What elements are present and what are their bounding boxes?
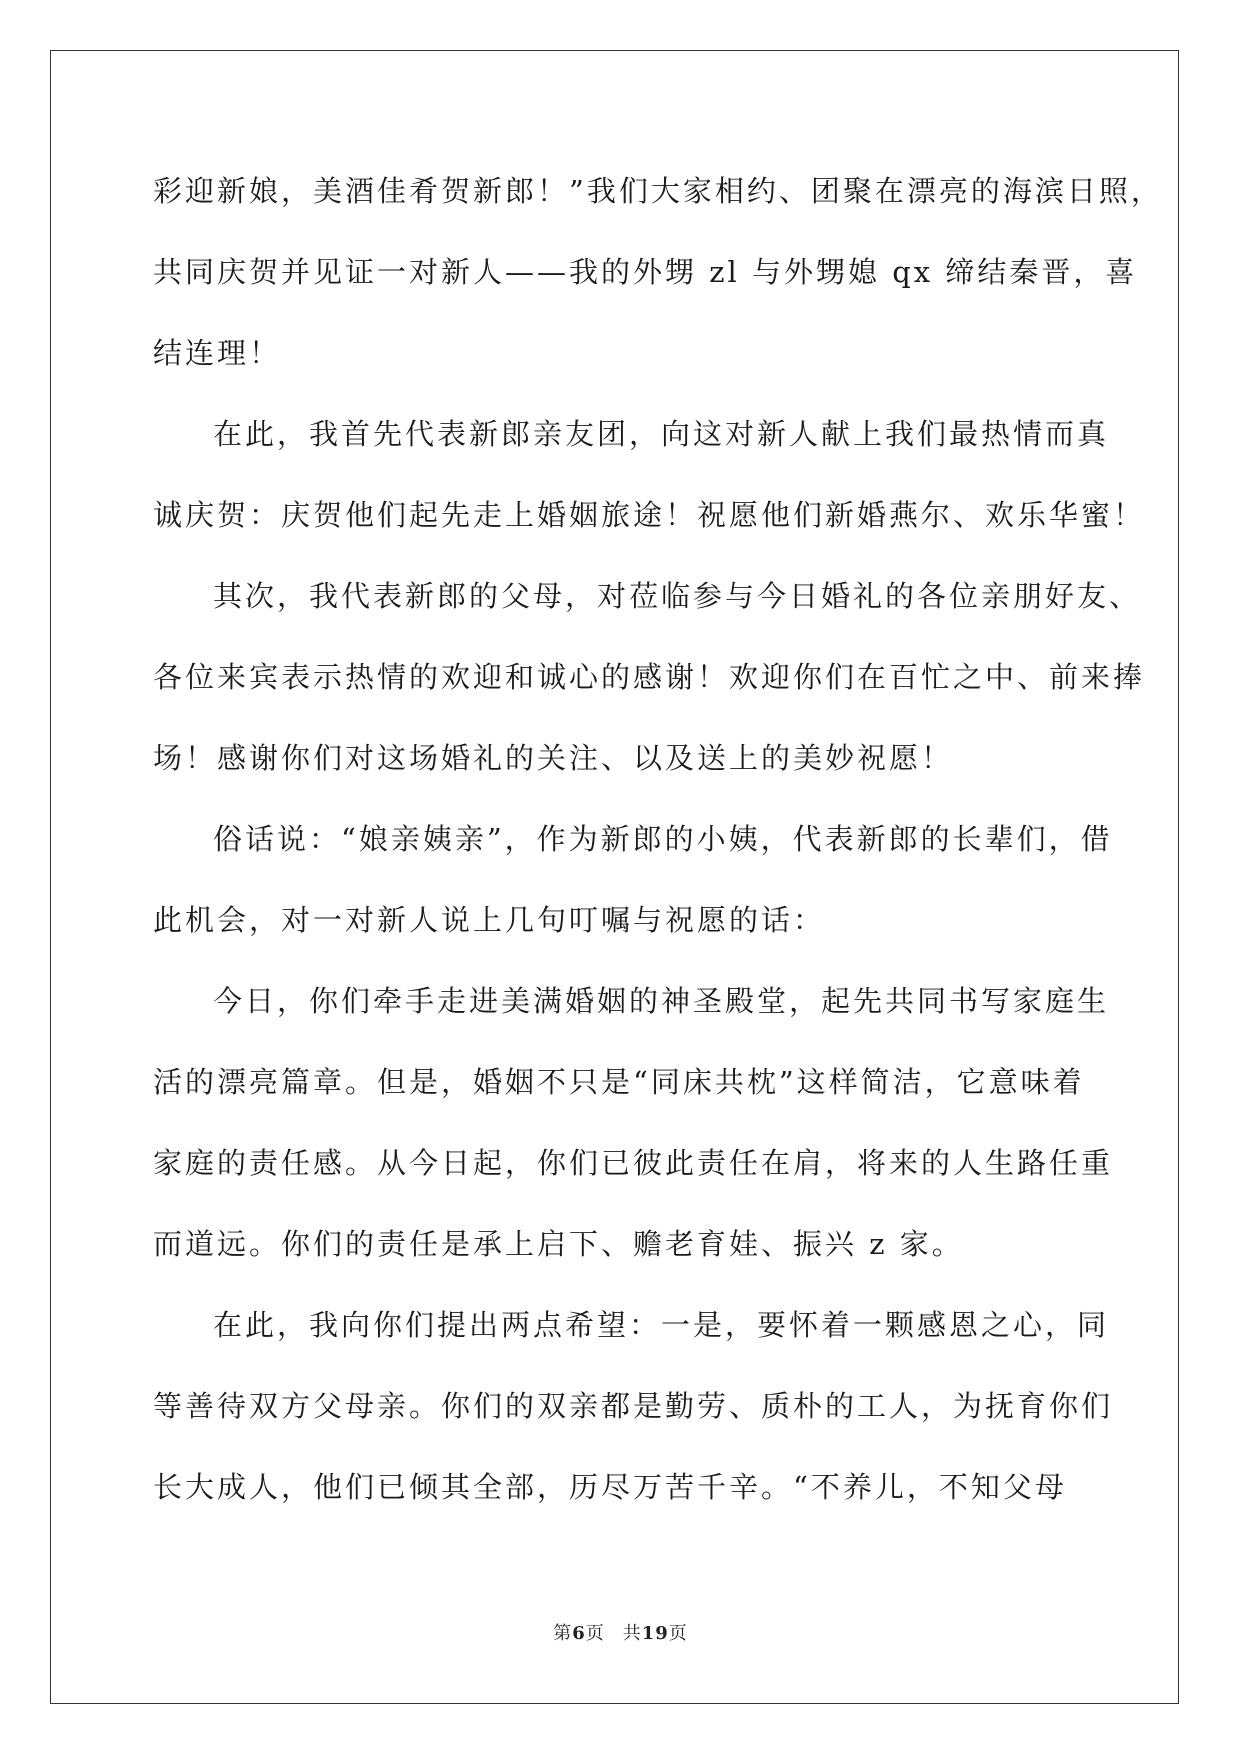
text-line: 而道远。你们的责任是承上启下、赡老育娃、振兴 z 家。 (153, 1227, 964, 1261)
text-line: 彩迎新娘，美酒佳肴贺新郎！”我们大家相约、团聚在漂亮的海滨日照， (153, 174, 1163, 208)
text-line: 结连理！ (153, 336, 282, 370)
page-prefix: 第 (553, 1623, 573, 1644)
text-line: 活的漂亮篇章。但是，婚姻不只是“同床共枕”这样简洁，它意味着 (153, 1065, 1085, 1099)
page-number: 6 (572, 1623, 586, 1644)
text-line: 诚庆贺：庆贺他们起先走上婚姻旅途！祝愿他们新婚燕尔、欢乐华蜜！ (153, 498, 1146, 532)
text-line: 场！感谢你们对这场婚礼的关注、以及送上的美妙祝愿！ (153, 741, 954, 775)
total-suffix: 页 (668, 1623, 688, 1644)
text-line: 各位来宾表示热情的欢迎和诚心的感谢！欢迎你们在百忙之中、前来捧 (153, 660, 1146, 694)
paragraph-start-line: 今日，你们牵手走进美满婚姻的神圣殿堂，起先共同书写家庭生 (213, 984, 1110, 1018)
paragraph-start-line: 在此，我向你们提出两点希望：一是，要怀着一颗感恩之心，同 (213, 1308, 1110, 1342)
total-pages: 19 (641, 1623, 669, 1644)
text-line: 家庭的责任感。从今日起，你们已彼此责任在肩，将来的人生路任重 (153, 1146, 1114, 1180)
page-border (50, 50, 1179, 1704)
paragraph-start-line: 在此，我首先代表新郎亲友团，向这对新人献上我们最热情而真 (213, 417, 1110, 451)
text-line: 长大成人，他们已倾其全部，历尽万苦千辛。“不养儿，不知父母 (153, 1470, 1067, 1504)
paragraph-start-line: 俗话说：“娘亲姨亲”，作为新郎的小姨，代表新郎的长辈们，借 (213, 822, 1113, 856)
total-prefix: 共 (622, 1623, 642, 1644)
page-suffix: 页 (585, 1623, 605, 1644)
text-line: 等善待双方父母亲。你们的双亲都是勤劳、质朴的工人，为抚育你们 (153, 1389, 1114, 1423)
text-line: 共同庆贺并见证一对新人——我的外甥 zl 与外甥媳 qx 缔结秦晋，喜 (153, 255, 1138, 289)
paragraph-start-line: 其次，我代表新郎的父母，对莅临参与今日婚礼的各位亲朋好友、 (213, 579, 1142, 613)
text-line: 此机会，对一对新人说上几句叮嘱与祝愿的话： (153, 903, 826, 937)
page-footer (0, 1622, 1241, 1646)
